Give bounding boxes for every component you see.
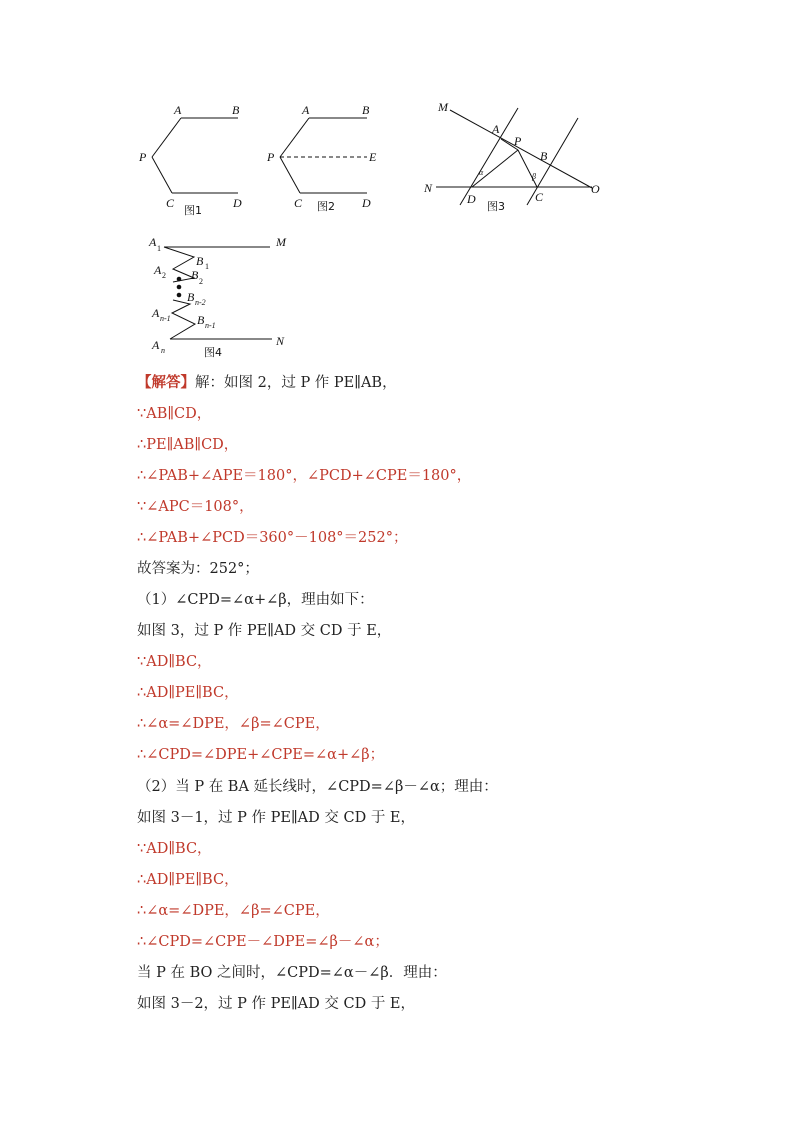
fig3-label-d: D [467,192,476,206]
fig4-label-bn1: B [197,313,205,327]
fig4-label-b1-sub: 1 [205,262,209,271]
solution-line-20: 当 P 在 BO 之间时，∠CPD=∠α－∠β．理由： [137,965,447,981]
solution-line-17: ∴AD∥PE∥BC， [137,872,239,888]
figure-3 [423,100,600,213]
solution-line-9: 如图 3，过 P 作 PE∥AD 交 CD 于 E， [137,623,392,639]
figure-4 [148,235,287,359]
fig1-label-b: B [232,103,240,117]
figure-2 [266,103,377,213]
fig2-label-e: E [369,150,377,164]
solution-line-14: （2）当 P 在 BA 延长线时，∠CPD=∠β－∠α；理由： [137,779,498,795]
fig1-label-c: C [166,196,175,210]
fig2-label-d: D [362,196,371,210]
solution-line-10: ∵AD∥BC， [137,654,212,670]
fig2-label-c: C [294,196,303,210]
fig3-caption: 图3 [487,200,505,213]
solution-line-6: ∴∠PAB+∠PCD＝360°－108°＝252°； [137,530,408,546]
solution-line-3: ∴PE∥AB∥CD， [137,437,239,453]
fig3-label-n: N [424,181,433,195]
fig1-label-p: P [139,150,147,164]
fig2-caption: 图2 [317,200,335,213]
fig3-label-p: P [514,134,522,148]
fig4-label-bn2-sub: n-2 [195,298,206,307]
fig3-label-c: C [535,190,544,204]
fig3-label-m: M [438,100,448,114]
fig4-label-n: N [276,334,285,348]
fig4-label-a1: A [149,235,157,249]
solution-line-11: ∴AD∥PE∥BC， [137,685,239,701]
fig4-label-b2: B [191,268,199,282]
fig2-label-a: A [302,103,310,117]
fig3-label-beta: β [532,172,536,181]
fig3-label-alpha: α [479,168,484,177]
solution-line-1 [137,373,397,393]
fig1-label-d: D [233,196,242,210]
answer-tag: 【解答】 [137,374,195,391]
fig4-label-a1-sub: 1 [157,244,161,253]
figures-area [0,0,794,380]
fig4-label-an1: A [152,306,160,320]
solution-line-13: ∴∠CPD=∠DPE+∠CPE=∠α+∠β； [137,747,385,763]
figure-1 [138,103,242,217]
fig4-label-an-sub: n [161,346,165,355]
solution-line-21: 如图 3－2，过 P 作 PE∥AD 交 CD 于 E， [137,996,416,1012]
fig4-label-b2-sub: 2 [199,277,203,286]
fig2-label-p: P [267,150,275,164]
solution-line-19: ∴∠CPD=∠CPE－∠DPE=∠β－∠α； [137,934,389,950]
fig4-label-b1: B [196,254,204,268]
solution-line-15: 如图 3－1，过 P 作 PE∥AD 交 CD 于 E， [137,810,416,826]
solution-line-7: 故答案为：252°； [137,561,259,577]
fig3-label-o: O [591,182,600,196]
fig1-caption: 图1 [184,204,202,217]
fig2-label-b: B [362,103,370,117]
solution-line-4: ∴∠PAB+∠APE＝180°，∠PCD+∠CPE＝180°， [137,468,472,484]
fig4-label-a2-sub: 2 [162,271,166,280]
fig4-label-an: A [152,338,160,352]
solution-line-8: （1）∠CPD=∠α+∠β，理由如下： [137,592,374,608]
solution-line-5: ∵∠APC＝108°， [137,499,254,515]
solution-line-1-text: 解：如图 2，过 P 作 PE∥AB， [195,375,397,391]
fig3-label-b: B [540,149,548,163]
solution-line-2: ∵AB∥CD， [137,406,212,422]
fig4-label-bn2: B [187,290,195,304]
fig4-label-an1-sub: n-1 [160,314,171,323]
solution-line-18: ∴∠α=∠DPE，∠β=∠CPE， [137,903,330,919]
fig4-label-m: M [276,235,286,249]
fig4-caption: 图4 [204,346,222,359]
fig4-label-bn1-sub: n-1 [205,321,216,330]
solution-line-16: ∵AD∥BC， [137,841,212,857]
fig1-label-a: A [174,103,182,117]
fig3-label-a: A [492,122,500,136]
fig4-label-a2: A [154,263,162,277]
solution-line-12: ∴∠α=∠DPE，∠β=∠CPE， [137,716,330,732]
